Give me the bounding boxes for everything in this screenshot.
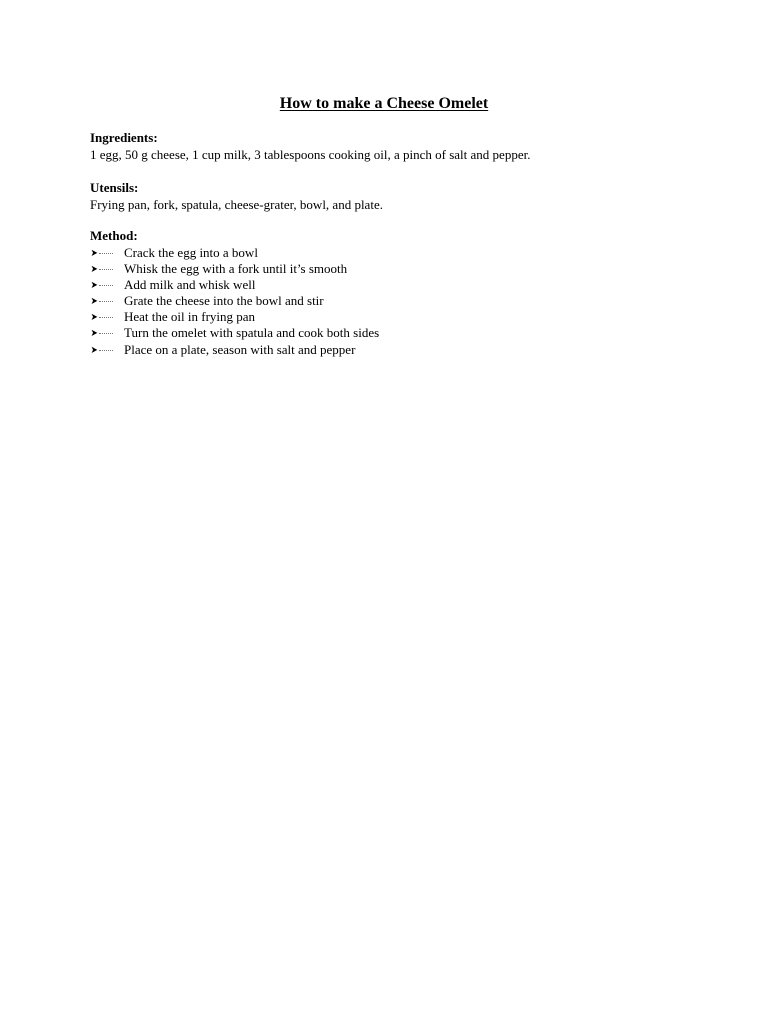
list-item — [90, 293, 730, 309]
utensils-section — [90, 180, 730, 213]
step-text: Whisk the egg with a fork until it’s smooth — [124, 260, 348, 276]
step-text: Turn the omelet with spatula and cook both sides — [124, 325, 380, 341]
list-item — [90, 261, 730, 277]
arrowhead-bullet-icon: ➤ — [90, 325, 124, 344]
ingredients-text: 1 egg, 50 g cheese, 1 cup milk, 3 tablespoons cooking oil, a pinch of salt and pepper. — [90, 146, 531, 162]
arrowhead-bullet-icon: ➤ — [90, 293, 124, 312]
utensils-heading: Utensils: — [90, 180, 139, 195]
step-text: Crack the egg into a bowl — [124, 244, 258, 260]
ingredients-heading: Ingredients: — [90, 130, 158, 145]
method-section — [90, 228, 730, 358]
page-title: How to make a Cheese Omelet — [279, 95, 489, 112]
list-item — [90, 325, 730, 341]
utensils-text: Frying pan, fork, spatula, cheese-grater, bowl, and plate. — [90, 196, 383, 212]
arrowhead-bullet-icon: ➤ — [90, 261, 124, 280]
list-item — [90, 245, 730, 261]
arrowhead-bullet-icon: ➤ — [90, 277, 124, 296]
step-text: Heat the oil in frying pan — [124, 309, 256, 325]
arrowhead-bullet-icon: ➤ — [90, 245, 124, 264]
arrowhead-bullet-icon: ➤ — [90, 309, 124, 328]
list-item — [90, 342, 730, 358]
step-text: Grate the cheese into the bowl and stir — [124, 293, 324, 309]
method-heading: Method: — [90, 228, 138, 243]
ingredients-section — [90, 130, 730, 163]
step-text: Add milk and whisk well — [124, 276, 256, 292]
arrowhead-bullet-icon: ➤ — [90, 342, 124, 361]
step-text: Place on a plate, season with salt and pepper — [124, 341, 356, 357]
list-item — [90, 309, 730, 325]
method-steps-list — [90, 245, 730, 358]
list-item — [90, 277, 730, 293]
